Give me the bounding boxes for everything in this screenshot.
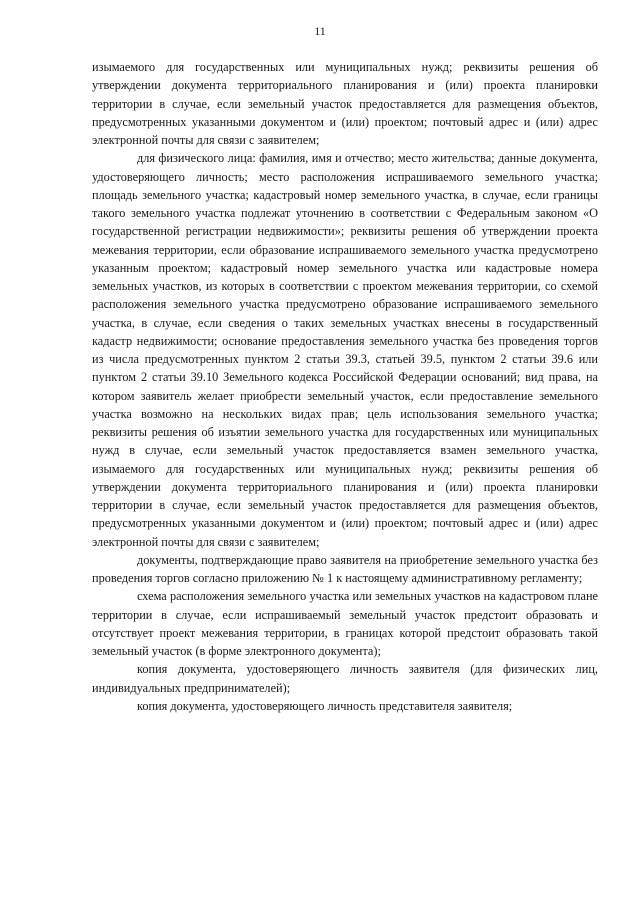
paragraph-applicant-id-copy: копия документа, удостоверяющего личность заявителя (для физических лиц, индивидуальных предпринимателей); xyxy=(92,662,598,695)
document-body xyxy=(92,58,598,715)
paragraph-land-plot-scheme: схема расположения земельного участка или земельных участков на кадастровом плане территории в случае, если испрашиваемый земельный участок предстоит образовать и отсутствует проект межевания территории, в границах которой предстоит образовать такой земельный участок (в форме электронного документа); xyxy=(92,589,598,658)
page-number: 11 xyxy=(314,24,326,38)
paragraph-continuation: изымаемого для государственных или муниципальных нужд; реквизиты решения об утверждении документа территориального планирования и (или) проекта планировки территории в случае, если земельный участок предоставляется для размещения объектов, предусмотренных указанными документом и (или) проектом; почтовый адрес и (или) адрес электронной почты для связи с заявителем; xyxy=(92,60,598,147)
paragraph-representative-id-copy: копия документа, удостоверяющего личность представителя заявителя; xyxy=(137,698,513,713)
paragraph-individual-applicant-requirements: для физического лица: фамилия, имя и отчество; место жительства; данные документа, удостоверяющего личность; место расположения испрашиваемого земельного участка; площадь земельного участка; кадастровый номер земельного участка, в случае, если границы такого земельного участка подлежат уточнению в соответствии с Федеральным законом «О государственной регистрации недвижимости»; реквизиты решения об утверждении проекта межевания территории, если образование испрашиваемого земельного участка предусмотрено указанным проектом; кадастровый номер земельного участка или кадастровые номера земельных участков, из которых в соответствии с проектом межевания территории, со схемой расположения земельного участка предусмотрено образование испрашиваемого земельного участка, в случае, если сведения о таких земельных участках внесены в государственный кадастр недвижимости; основание предоставления земельного участка без проведения торгов из числа предусмотренных пунктом 2 статьи 39.3, статьей 39.5, пунктом 2 статьи 39.6 или пунктом 2 статьи 39.10 Земельного кодекса Российской Федерации оснований; вид права, на котором заявитель желает приобрести земельный участок, если предоставление земельного участка возможно на нескольких видах прав; цель использования земельного участка; реквизиты решения об изъятии земельного участка для государственных или муниципальных нужд в случае, если земельный участок предоставляется взамен земельного участка, изымаемого для государственных или муниципальных нужд; реквизиты решения об утверждении документа территориального планирования и (или) проекта планировки территории в случае, если земельный участок предоставляется для размещения объектов, предусмотренных указанными документом и (или) проектом; почтовый адрес и (или) адрес электронной почты для связи с заявителем; xyxy=(92,151,598,549)
paragraph-right-confirming-documents: документы, подтверждающие право заявителя на приобретение земельного участка без проведения торгов согласно приложению № 1 к настоящему административному регламенту; xyxy=(92,552,598,585)
